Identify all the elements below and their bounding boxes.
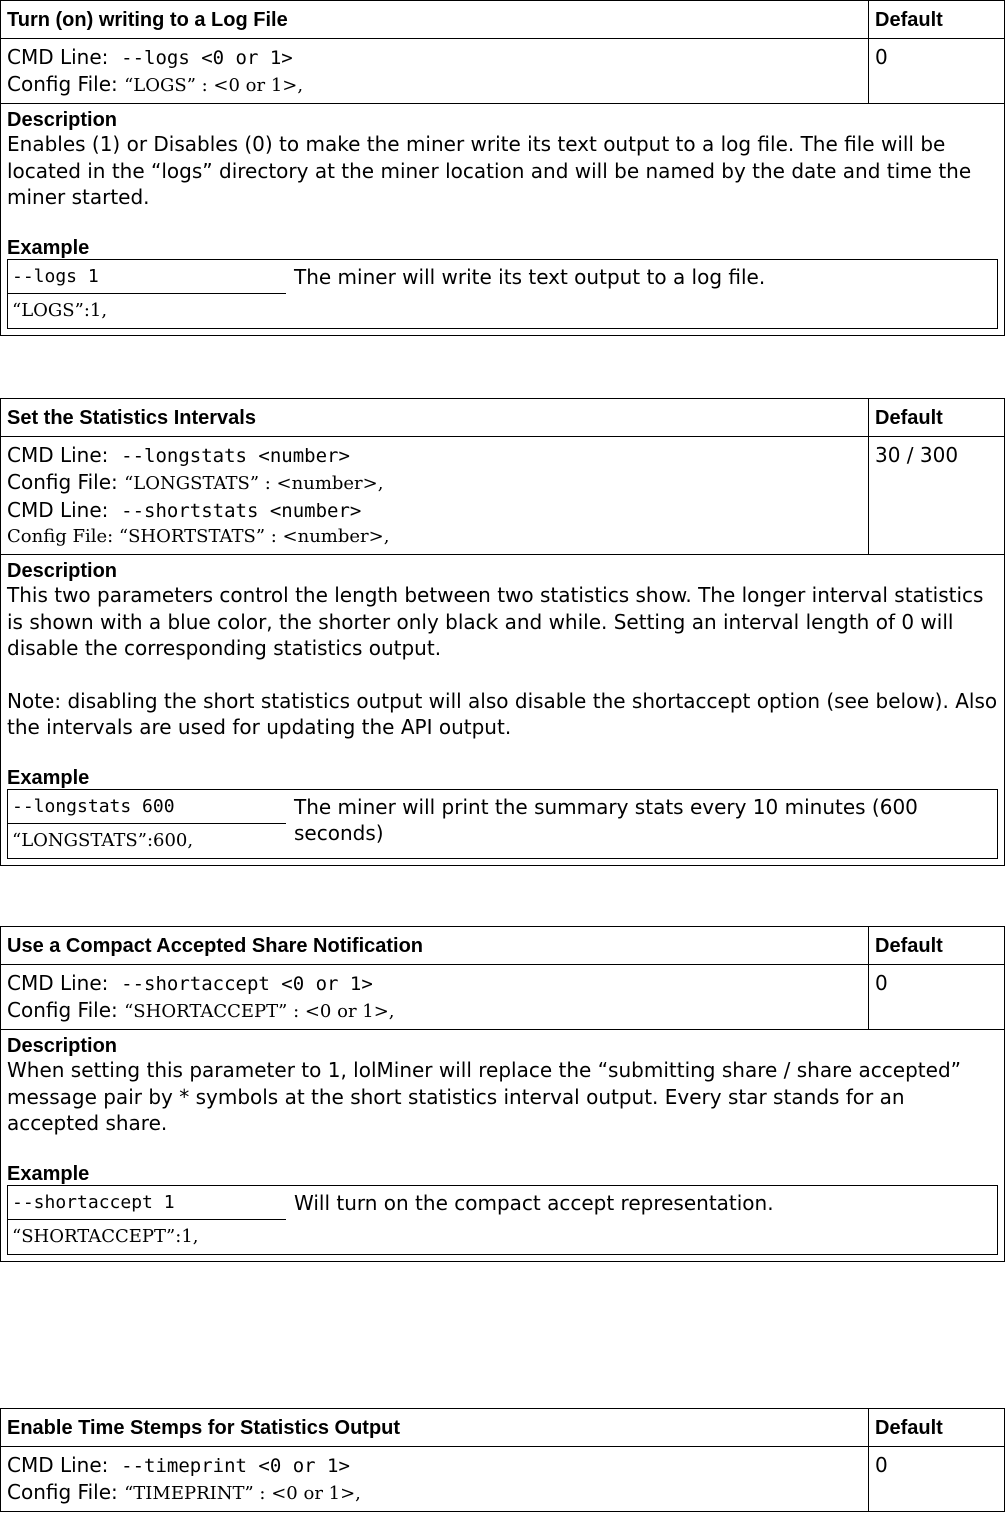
cmd-line-value: --longstats <number> — [121, 445, 350, 467]
example-cmd: --shortaccept 1 — [8, 1186, 286, 1220]
default-header: Default — [875, 935, 943, 957]
example-table — [7, 789, 998, 859]
cmd-line-value: --logs <0 or 1> — [121, 47, 293, 69]
description-block — [1, 1030, 1004, 1261]
time-stamps-section — [0, 1408, 1005, 1512]
cmd-line-value: --shortaccept <0 or 1> — [121, 973, 373, 995]
statistics-intervals-section — [0, 398, 1005, 866]
description-text: This two parameters control the length between two statistics show. The longer interval statistics is shown with a blue color, the shorter only black and while. Setting an interval length of 0 will disable the corresponding statistics output. — [7, 583, 984, 660]
config-file-value: “LONGSTATS” : <number>, — [124, 473, 384, 494]
config-prefix: Config File: — [7, 998, 118, 1022]
cmd-line-value-2: --shortstats <number> — [121, 500, 362, 522]
cmd-prefix: CMD Line: — [7, 971, 109, 995]
default-header: Default — [875, 1417, 943, 1439]
example-explanation: The miner will write its text output to a log file. — [294, 264, 766, 289]
default-value: 0 — [875, 971, 888, 995]
cmd-line-value: --timeprint <0 or 1> — [121, 1455, 350, 1477]
log-file-section — [0, 0, 1005, 336]
description-text: When setting this parameter to 1, lolMiner will replace the “submitting share / share accepted” message pair by * symbols at the short statistics interval output. Every star stands for an — [7, 1058, 961, 1109]
config-file-value: “LOGS” : <0 or 1>, — [124, 75, 304, 96]
description-text-2: accepted share. — [7, 1111, 168, 1135]
config-prefix: Config File: — [7, 72, 118, 96]
example-cmd: --longstats 600 — [8, 790, 286, 824]
cmd-prefix: CMD Line: — [7, 45, 109, 69]
default-header: Default — [875, 407, 943, 429]
default-value: 0 — [875, 45, 888, 69]
default-value: 30 / 300 — [875, 443, 959, 467]
example-explanation: The miner will print the summary stats every 10 minutes (600 seconds) — [294, 794, 918, 845]
example-label: Example — [7, 1162, 90, 1185]
description-text: Enables (1) or Disables (0) to make the miner write its text output to a log file. The file will be located in the “logs” directory at the miner location and will be named by the date and time the miner started. — [7, 132, 972, 209]
description-block — [1, 555, 1004, 865]
cmd-prefix: CMD Line: — [7, 1453, 109, 1477]
cmd-prefix: CMD Line: — [7, 498, 109, 522]
description-label: Description — [7, 109, 118, 131]
description-note: Note: disabling the short statistics output will also disable the shortaccept option (see below). Also the intervals are used for updating the API output. — [7, 688, 998, 739]
config-prefix: Config File: — [7, 1480, 118, 1504]
cmd-prefix: CMD Line: — [7, 443, 109, 467]
section-title: Set the Statistics Intervals — [1, 399, 869, 436]
example-explanation: Will turn on the compact accept representation. — [294, 1190, 774, 1215]
section-header — [1, 1409, 1004, 1447]
default-header: Default — [875, 9, 943, 31]
section-title: Turn (on) writing to a Log File — [1, 1, 869, 38]
parameter-row — [1, 965, 1004, 1030]
description-label: Description — [7, 1035, 118, 1057]
config-file-value: “SHORTACCEPT” : <0 or 1>, — [124, 1001, 395, 1022]
description-label: Description — [7, 560, 118, 582]
example-cmd: --logs 1 — [8, 260, 286, 294]
default-value: 0 — [875, 1453, 888, 1477]
section-header — [1, 1, 1004, 39]
section-title: Use a Compact Accepted Share Notification — [1, 927, 869, 964]
example-table — [7, 259, 998, 329]
parameter-row — [1, 39, 1004, 104]
section-header — [1, 927, 1004, 965]
example-label: Example — [7, 236, 90, 259]
example-config: “LOGS”:1, — [12, 299, 108, 321]
description-block — [1, 104, 1004, 335]
example-config: “LONGSTATS”:600, — [12, 829, 194, 851]
compact-accept-section — [0, 926, 1005, 1262]
section-header — [1, 399, 1004, 437]
parameter-row — [1, 1447, 1004, 1511]
section-title: Enable Time Stemps for Statistics Output — [1, 1409, 869, 1446]
parameter-row — [1, 437, 1004, 555]
example-table — [7, 1185, 998, 1255]
example-config: “SHORTACCEPT”:1, — [12, 1225, 199, 1247]
config-file-value-2: Config File: “SHORTSTATS” : <number>, — [7, 526, 390, 547]
config-prefix: Config File: — [7, 470, 118, 494]
example-label: Example — [7, 766, 90, 789]
config-file-value: “TIMEPRINT” : <0 or 1>, — [124, 1483, 361, 1504]
